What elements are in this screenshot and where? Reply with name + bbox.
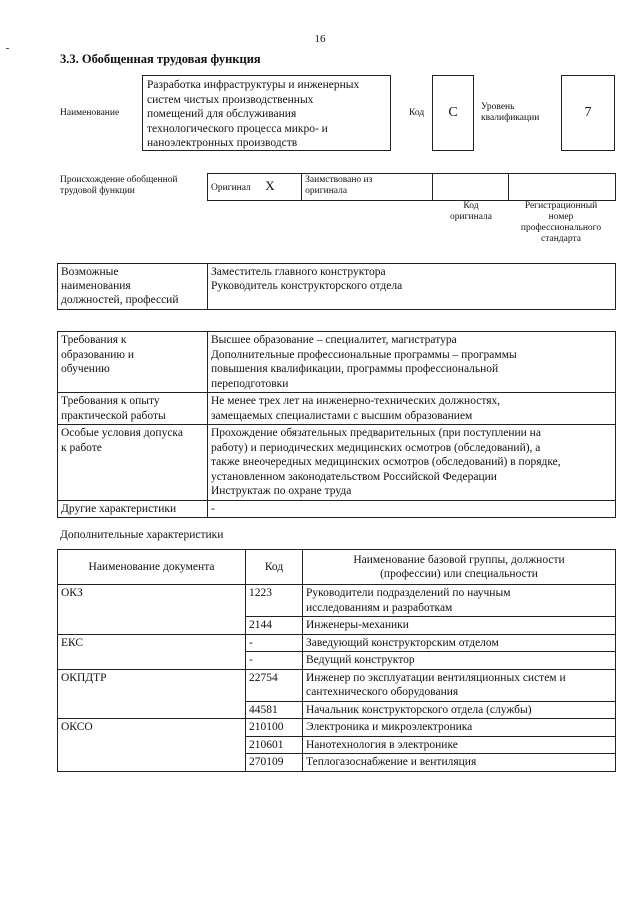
requirement-label-line: Требования к опыту (61, 395, 160, 407)
table-row (58, 669, 616, 701)
requirement-label-line: Особые условия допуска (61, 427, 183, 439)
name-cell: Ведущий конструктор (303, 652, 616, 670)
doc-cell: ОКЗ (58, 585, 246, 635)
reg-number-line: номер (548, 212, 574, 222)
origin-label-line: Происхождение обобщенной (60, 175, 178, 185)
requirement-label-line: Другие характеристики (61, 502, 177, 515)
function-name-line: систем чистых производственных (147, 93, 314, 106)
table-row (58, 585, 616, 617)
header-row (58, 550, 616, 585)
requirement-label-cell (58, 332, 208, 393)
level-label-line: Уровень (481, 102, 515, 112)
origin-label-line: трудовой функции (60, 186, 135, 196)
table-row (58, 634, 616, 652)
requirement-value-line: также внеочередных медицинских осмотров (обследований) в порядке, (211, 456, 561, 468)
requirement-label-cell (58, 500, 208, 518)
function-name-line: помещений для обслуживания (147, 108, 297, 120)
code-original-cell (432, 174, 508, 201)
level-label-line: квалификации (481, 113, 540, 123)
positions-value-cell (208, 264, 616, 310)
requirement-value-line: Дополнительные профессиональные программы – программы (211, 348, 517, 361)
name-line: Инженер по эксплуатации вентиляционных систем и (306, 671, 566, 684)
code-label: Код (409, 108, 425, 118)
requirement-value-line: - (211, 502, 215, 515)
requirement-label-line: образованию и (61, 348, 134, 361)
name-cell (303, 669, 616, 701)
function-name-box (142, 75, 391, 151)
code-cell: 44581 (246, 701, 303, 719)
code-cell: 22754 (246, 669, 303, 701)
reg-number-line: Регистрационный (524, 201, 598, 211)
requirement-label-cell (58, 425, 208, 501)
requirement-value-line: Не менее трех лет на инженерно-технических должностях, (211, 395, 501, 407)
borrowed-label-line: Заимствовано из (305, 175, 373, 185)
code-cell: - (246, 634, 303, 652)
requirement-label-line: обучению (61, 363, 110, 375)
doc-cell: ОКСО (58, 719, 246, 772)
requirement-value-cell (208, 425, 616, 501)
requirement-value-line: Высшее образование – специалитет, магистратура (211, 334, 457, 346)
header-name-line: (профессии) или специальности (380, 568, 538, 580)
requirement-value-line: замещаемых специалистами с высшим образованием (211, 409, 473, 422)
requirement-label-line: к работе (61, 441, 102, 454)
name-cell: Электроника и микроэлектроника (303, 719, 616, 737)
positions-table (57, 263, 616, 310)
requirement-label-line: практической работы (61, 409, 166, 422)
doc-cell: ОКПДТР (58, 669, 246, 719)
requirement-row (58, 425, 616, 501)
name-line: сантехнического оборудования (306, 686, 459, 698)
original-label: Оригинал (211, 183, 251, 193)
function-name-line: Разработка инфраструктуры и инженерных (147, 79, 360, 91)
requirement-value-line: установленном законодательством Российской Федерации (211, 470, 497, 483)
name-cell: Инженеры-механики (303, 617, 616, 635)
name-line: Руководители подразделений по научным (306, 587, 511, 599)
doc-cell: ЕКС (58, 634, 246, 669)
position-item: Заместитель главного конструктора (211, 266, 386, 278)
requirement-value-line: повышения квалификации, программы профессиональной (211, 363, 499, 375)
name-line: исследованиям и разработкам (306, 601, 453, 614)
additional-table (57, 549, 616, 772)
requirement-value-cell (208, 332, 616, 393)
code-original-line: Код (463, 201, 479, 211)
requirement-value-line: работу) и периодических медицинских осмотров (обследований), а (211, 441, 541, 454)
header-name-line: Наименование базовой группы, должности (353, 553, 565, 566)
requirement-label-line: Требования к (61, 334, 127, 346)
positions-label-cell (58, 264, 208, 310)
reg-number-cell (508, 174, 615, 201)
section-title: 3.3. Обобщенная трудовая функция (60, 52, 261, 66)
level-value: 7 (561, 75, 615, 151)
code-cell: 210100 (246, 719, 303, 737)
table-row (58, 719, 616, 737)
positions-label-line: должностей, профессий (61, 294, 179, 306)
reg-number-line: профессионального (520, 223, 602, 233)
requirement-row (58, 393, 616, 425)
requirement-label-cell (58, 393, 208, 425)
code-original-line: оригинала (450, 212, 492, 222)
function-name-line: наноэлектронных производств (147, 137, 298, 149)
page-number: 16 (314, 33, 326, 45)
requirement-value-cell (208, 500, 616, 518)
code-original-caption (436, 201, 506, 223)
name-cell: Начальник конструкторского отдела (службы) (303, 701, 616, 719)
code-value: C (432, 75, 474, 151)
code-cell: 210601 (246, 736, 303, 754)
positions-label-line: наименования (61, 280, 131, 292)
original-cell (208, 174, 302, 201)
name-cell: Заведующий конструкторским отделом (303, 634, 616, 652)
code-cell: - (246, 652, 303, 670)
level-label (481, 102, 539, 124)
code-cell: 1223 (246, 585, 303, 617)
scan-mark (6, 48, 9, 49)
position-item: Руководитель конструкторского отдела (211, 280, 403, 292)
header-code: Код (246, 550, 303, 585)
requirements-table (57, 331, 616, 518)
name-cell: Теплогазоснабжение и вентиляция (303, 754, 616, 772)
positions-label-line: Возможные (61, 266, 119, 278)
requirement-value-line: Инструктаж по охране труда (211, 485, 352, 497)
borrowed-label-line: оригинала (305, 186, 348, 196)
code-cell: 270109 (246, 754, 303, 772)
original-mark: X (265, 178, 275, 193)
header-doc: Наименование документа (58, 550, 246, 585)
name-cell: Нанотехнология в электронике (303, 736, 616, 754)
requirement-value-line: Прохождение обязательных предварительных (при поступлении на (211, 427, 541, 439)
reg-number-caption (506, 201, 616, 245)
requirement-value-line: переподготовки (211, 377, 289, 390)
reg-number-line: стандарта (541, 234, 581, 244)
requirement-value-cell (208, 393, 616, 425)
header-name (303, 550, 616, 585)
code-cell: 2144 (246, 617, 303, 635)
name-label: Наименование (60, 108, 120, 118)
origin-label (60, 175, 178, 197)
requirement-row (58, 500, 616, 518)
additional-title: Дополнительные характеристики (60, 529, 224, 541)
origin-table (207, 173, 616, 201)
function-name-line: технологического процесса микро- и (147, 122, 328, 135)
requirement-row (58, 332, 616, 393)
name-cell (303, 585, 616, 617)
borrowed-cell (302, 174, 432, 201)
